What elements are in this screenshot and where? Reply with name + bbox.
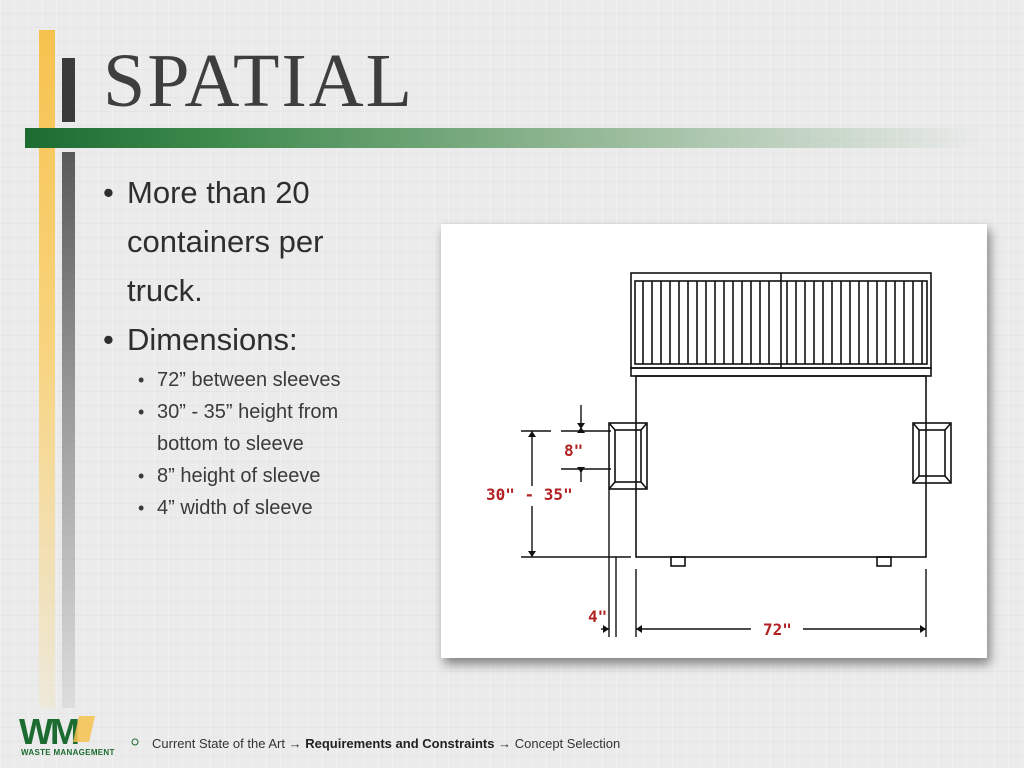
slide-title: SPATIAL: [103, 39, 415, 123]
breadcrumb: [152, 736, 620, 751]
bullet-dimensions: • Dimensions:: [103, 315, 403, 364]
dimension-arrows: [528, 423, 926, 633]
arrow-icon: →: [288, 736, 302, 751]
sub-bullet-between-sleeves: • 72” between sleeves: [103, 364, 403, 396]
label-height-range: 30" - 35": [486, 485, 573, 504]
label-sleeve-height: 8": [564, 441, 584, 460]
dimension-lines: [521, 405, 926, 637]
sub-bullet-height-from-bottom: • 30” - 35” height from bottom to sleeve: [103, 396, 403, 460]
dumpster-dimension-diagram: [441, 224, 987, 658]
label-width: 72": [763, 620, 792, 639]
bullet-list: [103, 168, 403, 524]
crumb-current-state: Current State of the Art: [152, 736, 285, 751]
title-underline-bar: [25, 128, 985, 148]
crumb-concept-selection: Concept Selection: [514, 736, 621, 751]
label-sleeve-width: 4": [588, 607, 608, 626]
sub-bullet-sleeve-width: • 4” width of sleeve: [103, 492, 403, 524]
crumb-requirements: Requirements and Constraints: [305, 736, 495, 751]
bullet-containers: • More than 20 containers per truck.: [103, 168, 403, 315]
arrow-icon: →: [498, 736, 512, 751]
logo-text: WM: [19, 712, 77, 752]
logo-name: WASTE MANAGEMENT: [21, 748, 115, 757]
dumpster-rim: [631, 368, 931, 376]
sub-bullet-sleeve-height: • 8” height of sleeve: [103, 460, 403, 492]
decorative-gray-bar: [62, 152, 75, 708]
dumpster-foot-right: [877, 557, 891, 566]
lid-slats: [643, 281, 922, 364]
dumpster-drawing: [441, 224, 987, 658]
dumpster-foot-left: [671, 557, 685, 566]
dumpster-body: [636, 376, 926, 557]
decorative-gray-bar-top: [62, 58, 75, 122]
